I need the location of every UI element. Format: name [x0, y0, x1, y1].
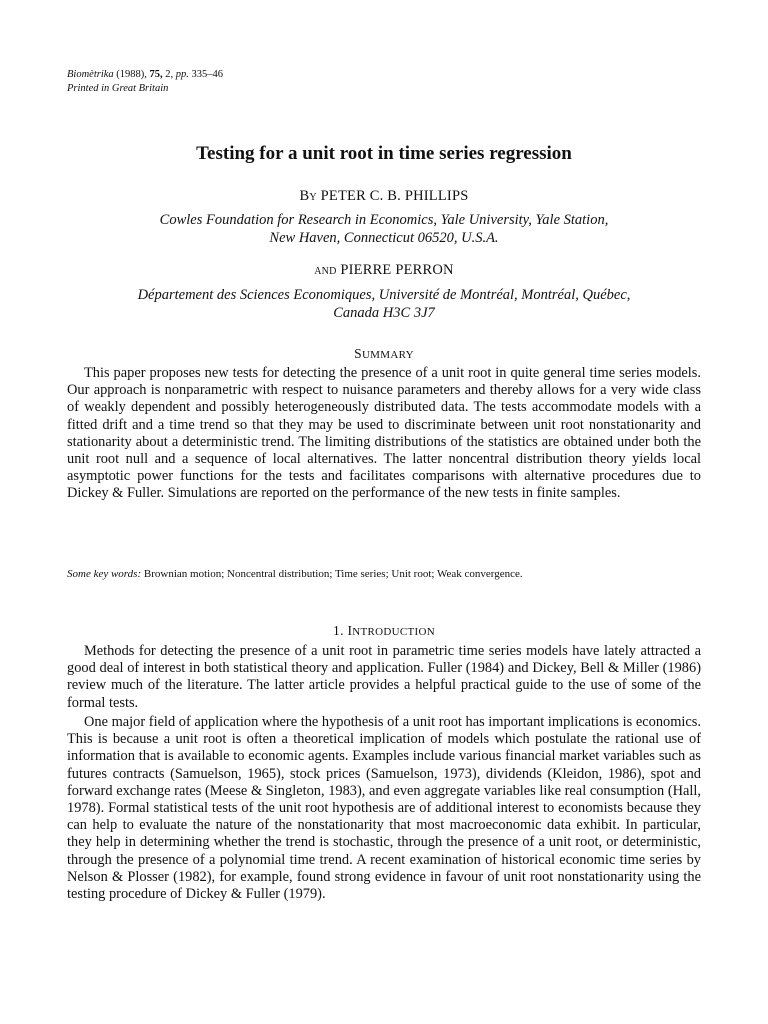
author2-byline: [0, 262, 768, 279]
journal-volume: 75,: [149, 69, 163, 80]
journal-pages: 335–46: [191, 69, 224, 80]
summary-heading-initial: S: [354, 346, 362, 361]
and-label: and: [314, 262, 337, 278]
journal-citation: [67, 68, 223, 96]
paper-title: Testing for a unit root in time series regression: [196, 143, 572, 164]
author1-affiliation: [60, 211, 708, 247]
summary-text: This paper proposes new tests for detecting the presence of a unit root in quite general time series models. Our approach is nonparametric with respect to nuisance parameters and thereby allows for a very wide class of weakly dependent and possibly heterogeneously distributed data. The tests accommodate models with a fitted drift and a time trend so that they may be used to discriminate between unit root nonstationarity and stationarity about a deterministic trend. The limiting distributions of the statistics are obtained under both the unit root null and a sequence of local alternatives. The latter noncentral distribution theory yields local asymptotic power functions for the tests and facilitates comparisons with alternative procedures due to Dickey & Fuller. Simulations are reported on the performance of the new tests in finite samples.: [67, 365, 701, 502]
author1-name: PETER C. B. PHILLIPS: [320, 188, 469, 204]
keywords-text: Brownian motion; Noncentral distribution; Time series; Unit root; Weak convergence.: [143, 568, 523, 580]
journal-name: Biomètrika: [67, 69, 114, 80]
introduction-heading-rest: NTRODUCTION: [352, 626, 435, 638]
summary-heading-rest: UMMARY: [361, 349, 414, 361]
introduction-heading-initial: I: [347, 623, 353, 638]
keywords: [67, 567, 707, 581]
journal-reference: [67, 68, 223, 82]
journal-year: (1988),: [116, 69, 147, 80]
summary-heading: [0, 346, 768, 362]
author2-name: PIERRE PERRON: [340, 262, 454, 278]
introduction-paragraph-1: Methods for detecting the presence of a unit root in parametric time series models have lately attracted a good deal of interest in both statistical theory and application. Fuller (1984) and Dickey, Bell & Miller (1986) review much of the literature. The latter article provides a helpful practical guide to the use of some of the formal tests.: [67, 643, 701, 711]
journal-issue: 2,: [165, 69, 174, 80]
keywords-label: Some key words:: [67, 568, 142, 580]
author1-affiliation-line2: New Haven, Connecticut 06520, U.S.A.: [269, 230, 499, 246]
author1-affiliation-line1: Cowles Foundation for Research in Economics, Yale University, Yale Station,: [159, 212, 609, 228]
by-label: By: [299, 188, 317, 204]
author1-byline: [0, 188, 768, 205]
author2-affiliation-line2: Canada H3C 3J7: [333, 305, 435, 321]
author2-affiliation: [60, 286, 708, 322]
introduction-paragraph-2: One major field of application where the hypothesis of a unit root has important implications is economics. This is because a unit root is often a theoretical implication of models which postulate the rational use of information that is available to economic agents. Examples include various financial market variables such as futures contracts (Samuelson, 1965), stock prices (Samuelson, 1973), dividends (Kleidon, 1986), spot and forward exchange rates (Meese & Singleton, 1983), and even aggregate variables like real consumption (Hall, 1978). Formal statistical tests of the unit root hypothesis are of additional interest to economists because they can help to evaluate the nature of the nonstationarity that most macroeconomic data exhibit. In particular, they help in determining whether the trend is stochastic, through the presence of a unit root, or deterministic, through the presence of a polynomial time trend. A recent examination of historical economic time series by Nelson & Plosser (1982), for example, found strong evidence in favour of unit root nonstationarity using the testing procedure of Dickey & Fuller (1979).: [67, 714, 701, 903]
printed-note: Printed in Great Britain: [67, 83, 169, 94]
section-number: 1.: [333, 623, 344, 638]
pages-label: pp.: [175, 69, 189, 80]
introduction-heading: [0, 623, 768, 639]
author2-affiliation-line1: Département des Sciences Economiques, Université de Montréal, Montréal, Québec,: [137, 287, 631, 303]
